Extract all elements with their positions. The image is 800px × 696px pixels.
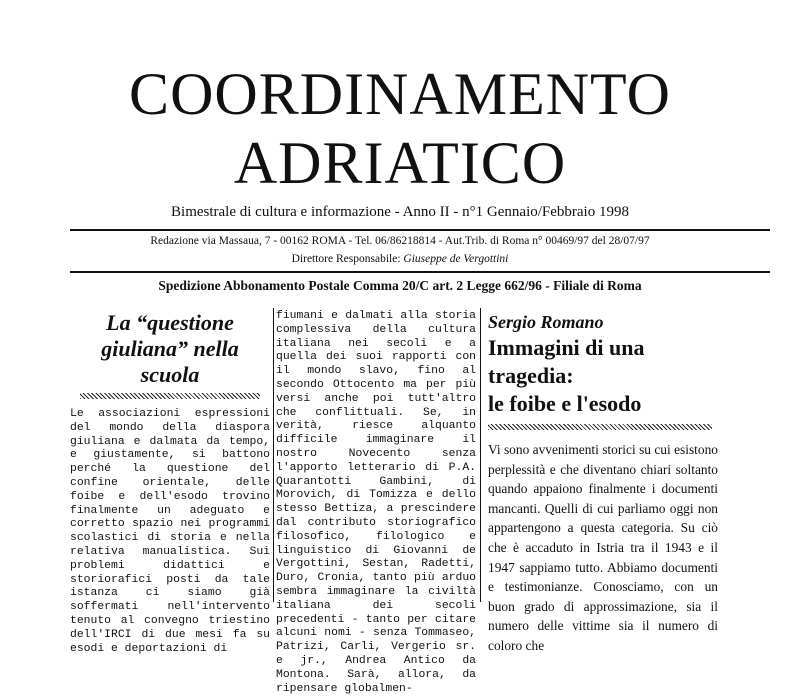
- article3-body: Vi sono avvenimenti storici su cui esistono perplessità e che diventano chiari soltanto quando appaiono finalmente i documenti mancanti. Quelli di cui parliamo oggi non appartengono a questa categoria. Su ciò che è accaduto in Istria tra il 1943 e il 1947 sappiamo tutto. Abbiamo documenti e testimonianze. Conosciamo, con un buon grado di approssimazione, sia il numero delle vittime sia il numero di coloro che: [488, 442, 718, 653]
- article1-headline: La “questione giuliana” nella scuola: [101, 310, 239, 387]
- direttore-name: Giuseppe de Vergottini: [403, 253, 509, 265]
- article3-headline-line3: le foibe e l'esodo: [488, 391, 642, 416]
- article1-body: Le associazioni espressioni del mondo della diaspora giuliana e dalmata da tempo, e giustamente, si battono perché la questione del confine orientale, delle foibe e dell'esodo trovino finalmente un adeguato e corretto spazio nei programmi scolastici di storia e nella relativa manualistica. Sui problemi didattici e storiorafici posti da tale istanza ci siamo già soffermati nell'intervento tenuto al convegno triestino dell'IRCI di due mesi fa su esodi e deportazioni di: [70, 408, 270, 655]
- article-column-1: [70, 310, 270, 656]
- direttore-info: [0, 253, 800, 265]
- masthead-title-line1: COORDINAMENTO: [129, 61, 671, 127]
- article3-headline-line1: Immagini di una: [488, 335, 645, 360]
- article3-hatch-rule: [488, 424, 712, 430]
- article3-author: Sergio Romano: [488, 312, 604, 332]
- article-column-2: [276, 310, 476, 696]
- header-rule-top: [70, 229, 770, 231]
- column-divider-2: [480, 308, 481, 602]
- spedizione-line: Spedizione Abbonamento Postale Comma 20/C art. 2 Legge 662/96 - Filiale di Roma: [158, 278, 642, 293]
- article2-body: fiumani e dalmati alla storia complessiva della cultura italiana nei secoli e a quella dei suoi rapporti con il mondo slavo, fino al secondo Ottocento ma per più versi anche poi tutt'altro che conflittuali. Se, in verità, riesce alquanto difficile immaginare il nostro Novecento senza l'apporto letterario di P.A. Quarantotti Gambini, di Morovich, di Tomizza e dello stesso Bettiza, a prescindere dal contributo storiografico filosofico, filologico e linguistico di Giovanni de Vergottini, Sestan, Radetti, Duro, Cronia, tanto più arduo sembra immaginare la civiltà italiana dei secoli precedenti - tanto per citare alcuni nomi - senza Tommaseo, Patrizi, Carli, Vergerio sr. e jr., Andrea Antico da Montona. Sarà, allora, da ripensare globalmen-: [276, 310, 476, 695]
- article-column-3: [488, 310, 718, 656]
- redazione-info: Redazione via Massaua, 7 - 00162 ROMA - Tel. 06/86218814 - Aut.Trib. di Roma n° 00469/97 del 28/07/97: [150, 235, 650, 247]
- masthead-title-line2: ADRIATICO: [233, 130, 567, 196]
- article3-headline-line2: tragedia:: [488, 363, 574, 388]
- article1-hatch-rule: [80, 393, 260, 399]
- masthead-subtitle: Bimestrale di cultura e informazione - Anno II - n°1 Gennaio/Febbraio 1998: [171, 204, 629, 220]
- direttore-label: Direttore Responsabile:: [291, 253, 401, 265]
- column-divider-1: [273, 308, 274, 602]
- header-rule-bottom: [70, 271, 770, 273]
